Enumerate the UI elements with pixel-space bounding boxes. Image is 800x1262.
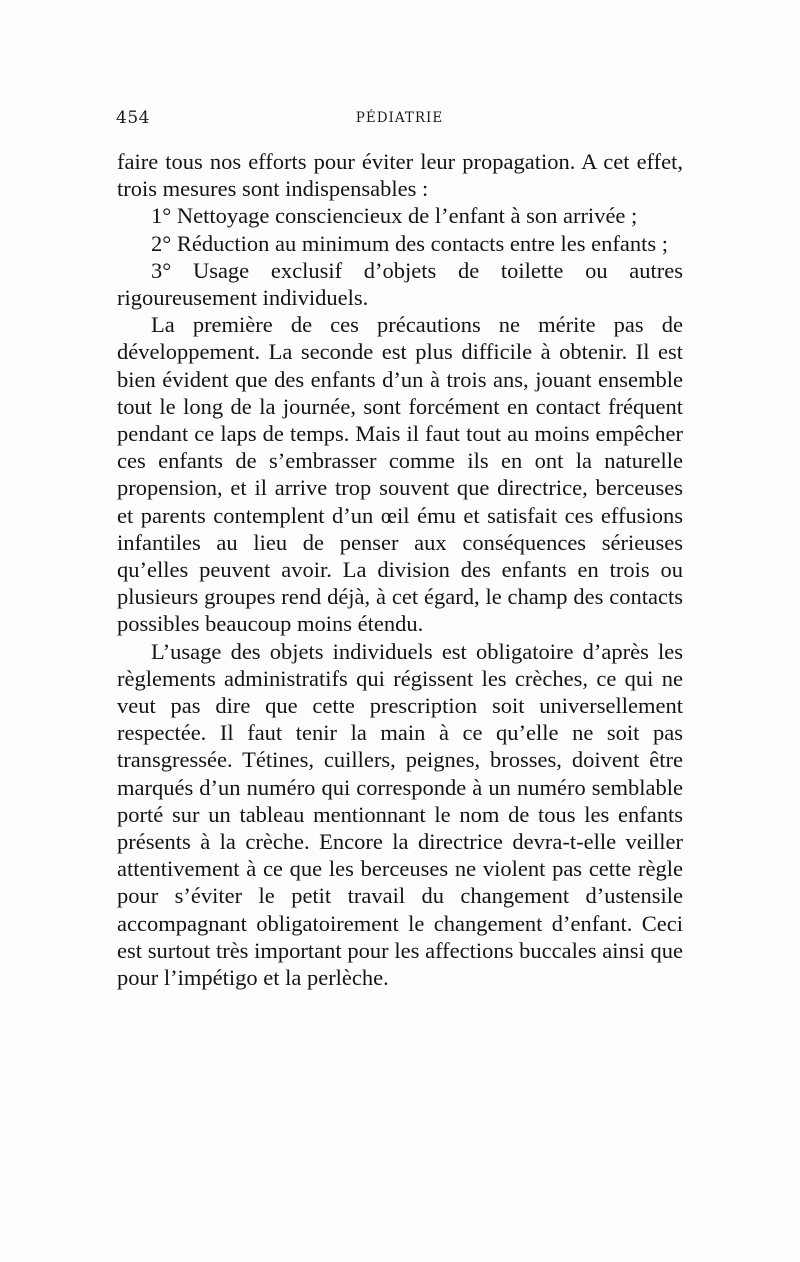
running-title: PÉDIATRIE [355,110,444,126]
list-item-contact-reduction: 2° Réduction au minimum des contacts entre les enfants ; [151,230,668,256]
list-item-individual-objects: 3° Usage exclusif d’objets de toilette ou autres rigoureusement individuels. [117,257,683,311]
page-number: 454 [116,108,150,128]
list-item-cleaning: 1° Nettoyage consciencieux de l’enfant à son arrivée ; [151,203,638,229]
paragraph-continuation: faire tous nos efforts pour éviter leur propagation. A cet effet, trois mesures sont indispensables : [117,149,683,202]
paragraph-individual-objects: L’usage des objets individuels est obligatoire d’après les règlements administratifs qui régissent les crèches, ce qui ne veut pas dire que cette prescription soit universellement respectée. Il faut tenir la main à ce qu’elle ne soit pas transgressée. Tétines, cuillers, peignes, brosses, doivent être marqués d’un numéro qui corresponde à un numéro semblable porté sur un tableau mentionnant le nom de tous les enfants présents à la crèche. Encore la directrice devra-t-elle veiller attentivement à ce que les berceuses ne violent pas cette règle pour s’éviter le petit travail du changement d’ustensile accompagnant obligatoirement le changement d’enfant. Ceci est surtout très important pour les affections buccales ainsi que pour l’impétigo et la perlèche. [117,638,683,991]
paragraph-first-precaution: La première de ces précautions ne mérite pas de développement. La seconde est plus difficile à obtenir. Il est bien évident que des enfants d’un à trois ans, jouant ensemble tout le long de la journée, sont forcément en contact fréquent pendant ce laps de temps. Mais il faut tout au moins empêcher ces enfants de s’embrasser comme ils en ont la naturelle propension, et il arrive trop souvent que directrice, berceuses et parents contemplent d’un œil ému et satisfait ces effusions infantiles au lieu de penser aux conséquences sérieuses qu’elles peuvent avoir. La division des enfants en trois ou plusieurs groupes rend déjà, à cet égard, le champ des contacts possibles beaucoup moins étendu. [117,312,683,637]
page-header [116,108,683,132]
body-text [117,148,683,991]
